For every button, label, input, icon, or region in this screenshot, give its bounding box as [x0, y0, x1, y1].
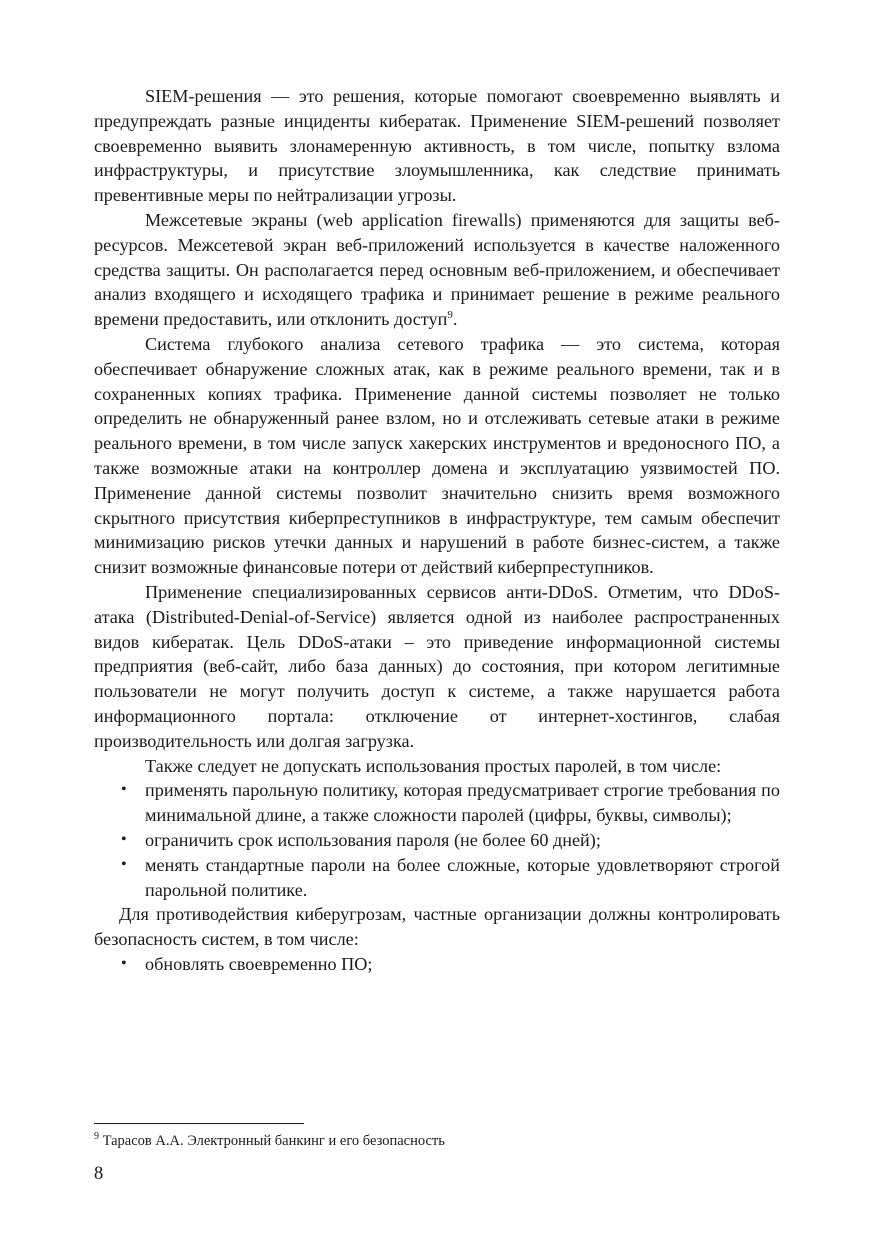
paragraph-siem: SIEM-решения — это решения, которые помогают своевременно выявлять и предупреждать разные инциденты кибератак. Применение SIEM-решений позволяет своевременно выявить злонамеренную активность, в том числе, попытку взлома инфраструктуры, и присутствие злоумышленника, как следствие принимать превентивные меры по нейтрализации угрозы.	[94, 86, 780, 206]
bullet-icon: •	[121, 954, 127, 972]
list-item	[94, 828, 780, 853]
paragraph-firewalls-text: Межсетевые экраны (web application firewalls) применяются для защиты веб-ресурсов. Межсетевой экран веб-приложений используется в качестве наложенного средства защиты. Он располагается перед основным веб-приложением, и обеспечивает анализ входящего и исходящего трафика и принимает решение в режиме реального времени предоставить, или отклонить доступ	[94, 209, 780, 330]
countermeasures-bullet-list	[94, 952, 780, 977]
page-number: 8	[94, 1164, 104, 1184]
footnote-marker: 9	[94, 1131, 99, 1143]
bullet-icon: •	[121, 855, 127, 873]
paragraph-countermeasures: Для противодействия киберугрозам, частные организации должны контролировать безопасность систем, в том числе:	[94, 904, 780, 950]
bullet-icon: •	[121, 781, 127, 799]
paragraph-passwords-intro: Также следует не допускать использования простых паролей, в том числе:	[145, 755, 722, 776]
list-item	[94, 778, 780, 828]
footnote-separator	[94, 1123, 304, 1124]
footnote-reference[interactable]: 9	[447, 309, 453, 322]
bullet-icon: •	[121, 830, 127, 848]
list-item	[94, 853, 780, 903]
list-item-text: обновлять своевременно ПО;	[145, 953, 373, 974]
body-text	[94, 84, 780, 977]
password-bullet-list	[94, 778, 780, 902]
footnote-text: Тарасов А.А. Электронный банкинг и его безопасность	[102, 1133, 445, 1149]
paragraph-traffic-analysis: Система глубокого анализа сетевого трафика — это система, которая обеспечивает обнаружение сложных атак, как в режиме реального времени, так и в сохраненных копиях трафика. Применение данной системы позволяет не только определить не обнаруженный ранее взлом, но и отслеживать сетевые атаки в режиме реального времени, в том числе запуск хакерских инструментов и вредоносного ПО, а также возможные атаки на контроллер домена и эксплуатацию уязвимостей ПО. Применение данной системы позволит значительно снизить время возможного скрытного присутствия киберпреступников в инфраструктуре, тем самым обеспечит минимизацию рисков утечки данных и нарушений в работе бизнес-систем, а также снизит возможные финансовые потери от действий киберпреступников.	[94, 333, 780, 578]
paragraph-firewalls: Межсетевые экраны (web application firewalls) применяются для защиты веб-ресурсов. Межсетевой экран веб-приложений используется в качестве наложенного средства защиты. Он располагается перед основным веб-приложением, и обеспечивает анализ входящего и исходящего трафика и принимает решение в режиме реального времени предоставить, или отклонить доступ$^9$.	[94, 209, 780, 330]
list-item	[94, 952, 780, 977]
footnote	[94, 1131, 780, 1151]
list-item-text: ограничить срок использования пароля (не более 60 дней);	[145, 829, 601, 850]
paragraph-anti-ddos: Применение специализированных сервисов анти-DDoS. Отметим, что DDoS-атака (Distributed-Denial-of-Service) является одной из наиболее распространенных видов кибератак. Цель DDoS-атаки – это приведение информационной системы предприятия (веб-сайт, либо база данных) до состояния, при котором легитимные пользователи не могут получить доступ к системе, а также нарушается работа информационного портала: отключение от интернет-хостингов, слабая производительность или долгая загрузка.	[94, 581, 780, 751]
list-item-text: менять стандартные пароли на более сложные, которые удовлетворяют строгой парольной политике.	[145, 854, 780, 900]
list-item-text: применять парольную политику, которая предусматривает строгие требования по минимальной длине, а также сложности паролей (цифры, буквы, символы);	[145, 780, 780, 826]
